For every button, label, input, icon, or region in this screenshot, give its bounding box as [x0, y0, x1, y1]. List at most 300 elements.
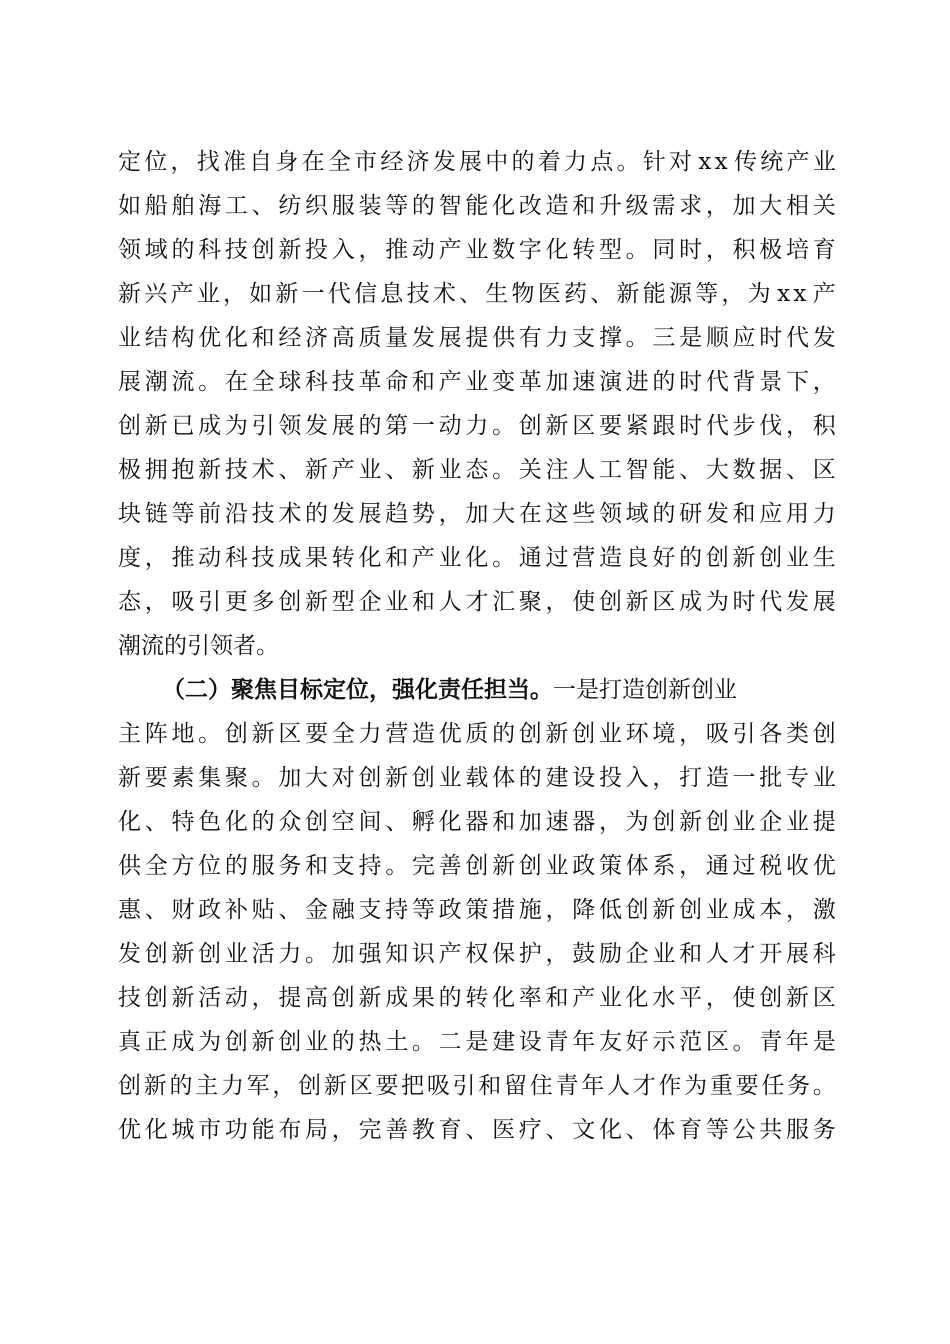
- glyph: 加: [465, 501, 489, 527]
- glyph: 创: [118, 413, 141, 439]
- text-line: [118, 712, 836, 756]
- glyph: 发: [331, 501, 355, 527]
- glyph: 住: [529, 1073, 553, 1099]
- glyph: 成: [679, 589, 703, 615]
- glyph: 质: [358, 325, 382, 351]
- glyph: 高: [305, 985, 329, 1011]
- glyph: 保: [492, 941, 516, 967]
- glyph: 成: [278, 545, 302, 571]
- glyph: 动: [198, 545, 222, 571]
- text-line: [118, 448, 836, 492]
- glyph: 吸: [426, 1073, 450, 1099]
- glyph: 年: [572, 1029, 596, 1055]
- glyph: 疗: [518, 1117, 542, 1143]
- glyph: 是: [465, 1029, 489, 1055]
- glyph: x: [777, 281, 791, 307]
- glyph: 的: [169, 1073, 193, 1099]
- glyph: 业: [305, 1029, 329, 1055]
- glyph: 众: [278, 809, 302, 835]
- glyph: 业: [598, 721, 622, 747]
- glyph: 代: [327, 281, 351, 307]
- glyph: 创: [278, 1029, 302, 1055]
- text-line: [118, 932, 836, 976]
- glyph: 业: [438, 765, 462, 791]
- glyph: 创: [572, 721, 596, 747]
- glyph: 的: [358, 413, 382, 439]
- glyph: 势: [411, 501, 435, 527]
- glyph: 结: [144, 325, 168, 351]
- glyph: 创: [705, 545, 729, 571]
- glyph: 在: [518, 501, 542, 527]
- glyph: 和: [572, 193, 596, 219]
- glyph: 知: [385, 941, 409, 967]
- glyph: 果: [305, 545, 329, 571]
- glyph: 范: [679, 1029, 703, 1055]
- glyph: 态: [465, 457, 489, 483]
- glyph: 字: [518, 237, 542, 263]
- text-line: [118, 360, 836, 404]
- glyph: 中: [485, 149, 509, 175]
- text-line: [118, 844, 836, 888]
- glyph: 良: [625, 545, 649, 571]
- glyph: 应: [732, 325, 756, 351]
- glyph: 人: [606, 1073, 630, 1099]
- glyph: 化: [144, 1117, 168, 1143]
- glyph: 改: [518, 193, 542, 219]
- glyph: 热: [358, 1029, 382, 1055]
- glyph: 果: [411, 985, 435, 1011]
- paragraph-continued: [118, 140, 836, 668]
- glyph: 等: [171, 501, 195, 527]
- glyph: 。: [251, 765, 275, 791]
- glyph: 创: [144, 941, 168, 967]
- glyph: 注: [545, 457, 569, 483]
- glyph: 公: [732, 1117, 756, 1143]
- glyph: 支: [331, 853, 355, 879]
- glyph: 政: [438, 897, 462, 923]
- glyph: 平: [679, 985, 703, 1011]
- glyph: 兴: [144, 281, 168, 307]
- glyph: 潮: [144, 369, 168, 395]
- glyph: 区: [812, 985, 836, 1011]
- glyph: 局: [305, 1117, 329, 1143]
- glyph: 的: [652, 501, 676, 527]
- text-line: [118, 228, 836, 272]
- glyph: 着: [537, 149, 561, 175]
- glyph: 研: [679, 501, 703, 527]
- glyph: 。: [732, 1029, 756, 1055]
- glyph: 创: [411, 765, 435, 791]
- glyph: 为: [198, 1029, 222, 1055]
- glyph: 成: [171, 1029, 195, 1055]
- glyph: x: [793, 281, 807, 307]
- glyph: 优: [438, 721, 462, 747]
- glyph: 措: [492, 897, 516, 923]
- glyph: ，: [251, 985, 275, 1011]
- glyph: 时: [679, 369, 703, 395]
- glyph: 领: [278, 413, 302, 439]
- text-line: [118, 976, 836, 1020]
- glyph: 高: [331, 325, 355, 351]
- glyph: 转: [465, 985, 489, 1011]
- glyph: 的: [492, 721, 516, 747]
- glyph: 设: [518, 1029, 542, 1055]
- glyph: 补: [224, 897, 248, 923]
- glyph: 的: [679, 545, 703, 571]
- glyph: 态: [118, 589, 141, 615]
- glyph: 代: [705, 413, 729, 439]
- glyph: 数: [492, 237, 516, 263]
- glyph: 、: [590, 281, 614, 307]
- glyph: 加: [545, 369, 569, 395]
- glyph: 军: [246, 1073, 270, 1099]
- glyph: ，: [545, 941, 569, 967]
- glyph: 人: [572, 457, 596, 483]
- text-line: [118, 624, 836, 668]
- glyph: 科: [812, 941, 836, 967]
- glyph: 为: [224, 413, 248, 439]
- glyph: 区: [349, 1073, 373, 1099]
- glyph: 一: [301, 281, 325, 307]
- glyph: 能: [642, 281, 666, 307]
- glyph: 业: [598, 985, 622, 1011]
- glyph: 顺: [705, 325, 729, 351]
- glyph: 汇: [492, 589, 516, 615]
- glyph: ，: [812, 369, 836, 395]
- glyph: 。: [198, 369, 222, 395]
- glyph: 是: [812, 1029, 836, 1055]
- glyph: 业: [438, 545, 462, 571]
- glyph: ，: [331, 1117, 355, 1143]
- glyph: 纺: [278, 193, 302, 219]
- glyph: 物: [511, 281, 535, 307]
- glyph: 织: [305, 193, 329, 219]
- glyph: 时: [679, 237, 703, 263]
- glyph: 在: [301, 149, 325, 175]
- glyph: 动: [438, 413, 462, 439]
- glyph: 持: [385, 897, 409, 923]
- glyph: 惠: [118, 897, 141, 923]
- glyph: 能: [251, 1117, 275, 1143]
- glyph: 力: [812, 501, 836, 527]
- glyph: 生: [485, 281, 509, 307]
- glyph: 力: [358, 721, 382, 747]
- glyph: 业: [358, 457, 382, 483]
- glyph: 和: [385, 545, 409, 571]
- glyph: 术: [278, 501, 302, 527]
- glyph: 环: [625, 721, 649, 747]
- glyph: 药: [563, 281, 587, 307]
- glyph: 新: [171, 985, 195, 1011]
- glyph: 。: [625, 325, 649, 351]
- glyph: ，: [721, 281, 745, 307]
- glyph: 前: [198, 501, 222, 527]
- glyph: 速: [545, 809, 569, 835]
- glyph: 准: [222, 149, 246, 175]
- glyph: 。: [492, 545, 516, 571]
- glyph: 创: [224, 1029, 248, 1055]
- glyph: 创: [144, 985, 168, 1011]
- glyph: 点: [590, 149, 614, 175]
- glyph: 创: [679, 897, 703, 923]
- glyph: 、: [785, 457, 809, 483]
- glyph: 载: [465, 765, 489, 791]
- glyph: 用: [785, 501, 809, 527]
- glyph: 为: [747, 281, 771, 307]
- paragraph-section-2: [118, 668, 836, 1152]
- glyph: 金: [305, 897, 329, 923]
- glyph: 通: [705, 853, 729, 879]
- glyph: ，: [272, 1073, 296, 1099]
- glyph: 技: [118, 985, 141, 1011]
- glyph: 教: [411, 1117, 435, 1143]
- glyph: 。: [305, 941, 329, 967]
- glyph: 已: [171, 413, 195, 439]
- glyph: 三: [652, 325, 676, 351]
- glyph: 为: [705, 589, 729, 615]
- glyph: 务: [812, 1117, 836, 1143]
- glyph: 成: [732, 897, 756, 923]
- glyph: 、: [385, 809, 409, 835]
- glyph: 新: [118, 281, 141, 307]
- glyph: 识: [411, 941, 435, 967]
- glyph: 人: [438, 589, 462, 615]
- glyph: 新: [679, 809, 703, 835]
- glyph: 动: [411, 237, 435, 263]
- glyph: 针: [642, 149, 666, 175]
- glyph: 化: [118, 809, 141, 835]
- glyph: 建: [492, 1029, 516, 1055]
- glyph: 业: [545, 853, 569, 879]
- glyph: 率: [518, 985, 542, 1011]
- glyph: 聚: [224, 765, 248, 791]
- section-heading: （二）聚焦目标定位，强化责任担当。: [162, 676, 553, 703]
- glyph: 创: [465, 853, 489, 879]
- glyph: 功: [224, 1117, 248, 1143]
- glyph: 发: [305, 413, 329, 439]
- glyph: 专: [785, 765, 809, 791]
- glyph: 业: [705, 897, 729, 923]
- glyph: 引: [198, 589, 222, 615]
- glyph: 企: [358, 589, 382, 615]
- glyph: 活: [251, 941, 275, 967]
- glyph: 新: [616, 281, 640, 307]
- glyph: 主: [195, 1073, 219, 1099]
- glyph: 域: [144, 237, 168, 263]
- text-line: [118, 536, 836, 580]
- glyph: 自: [249, 149, 273, 175]
- glyph: 、: [144, 897, 168, 923]
- text-line: [118, 140, 836, 184]
- glyph: 创: [705, 809, 729, 835]
- glyph: 应: [759, 501, 783, 527]
- glyph: 务: [278, 853, 302, 879]
- glyph: 使: [732, 985, 756, 1011]
- glyph: 有: [518, 325, 542, 351]
- glyph: x: [698, 149, 712, 175]
- glyph: 的: [438, 985, 462, 1011]
- glyph: 术: [251, 457, 275, 483]
- glyph: 工: [598, 457, 622, 483]
- glyph: 加: [732, 193, 756, 219]
- glyph: 激: [812, 897, 836, 923]
- glyph: 转: [572, 237, 596, 263]
- glyph: 吸: [171, 589, 195, 615]
- glyph: 投: [305, 237, 329, 263]
- glyph: 任: [761, 1073, 785, 1099]
- glyph: 、: [278, 897, 302, 923]
- glyph: 对: [331, 765, 355, 791]
- text-line: [118, 888, 836, 932]
- glyph: ，: [222, 281, 246, 307]
- glyph: 育: [438, 1117, 462, 1143]
- glyph: 展: [118, 369, 141, 395]
- glyph: 培: [785, 237, 809, 263]
- glyph: 抱: [171, 457, 195, 483]
- glyph: 化: [492, 985, 516, 1011]
- glyph: 科: [198, 237, 222, 263]
- glyph: 创: [305, 809, 329, 835]
- glyph: 智: [438, 193, 462, 219]
- glyph: 息: [380, 281, 404, 307]
- glyph: 新: [118, 765, 141, 791]
- glyph: 新: [492, 853, 516, 879]
- glyph: 入: [331, 237, 355, 263]
- glyph: 化: [625, 985, 649, 1011]
- glyph: 拥: [144, 457, 168, 483]
- glyph: 为: [684, 1073, 708, 1099]
- glyph: 加: [518, 809, 542, 835]
- glyph: 通: [518, 545, 542, 571]
- glyph: 创: [759, 545, 783, 571]
- glyph: 数: [732, 457, 756, 483]
- glyph: x: [714, 149, 728, 175]
- glyph: 大: [759, 193, 783, 219]
- glyph: 位: [198, 853, 222, 879]
- glyph: 海: [198, 193, 222, 219]
- glyph: 域: [625, 501, 649, 527]
- glyph: 企: [759, 809, 783, 835]
- glyph: 身: [275, 149, 299, 175]
- glyph: 业: [385, 589, 409, 615]
- glyph: 展: [785, 941, 809, 967]
- glyph: 区: [705, 1029, 729, 1055]
- glyph: 发: [118, 941, 141, 967]
- glyph: 命: [385, 369, 409, 395]
- glyph: 财: [171, 897, 195, 923]
- glyph: 大: [305, 765, 329, 791]
- glyph: 和: [478, 1073, 502, 1099]
- glyph: 极: [118, 457, 141, 483]
- glyph: 降: [572, 897, 596, 923]
- glyph: 的: [518, 765, 542, 791]
- glyph: 主: [118, 721, 141, 747]
- glyph: 的: [171, 237, 195, 263]
- glyph: 集: [198, 765, 222, 791]
- glyph: 。: [616, 149, 640, 175]
- glyph: 展: [331, 413, 355, 439]
- glyph: 时: [732, 589, 756, 615]
- glyph: 生: [812, 545, 836, 571]
- glyph: 新: [305, 589, 329, 615]
- text-line: [118, 1108, 836, 1152]
- glyph: 产: [438, 941, 462, 967]
- text-line: [118, 800, 836, 844]
- glyph: 型: [598, 237, 622, 263]
- glyph: 设: [572, 765, 596, 791]
- glyph: ，: [705, 193, 729, 219]
- glyph: 新: [385, 765, 409, 791]
- glyph: 在: [224, 369, 248, 395]
- glyph: ，: [652, 765, 676, 791]
- glyph: 营: [385, 721, 409, 747]
- glyph: 量: [385, 325, 409, 351]
- glyph: 技: [224, 457, 248, 483]
- glyph: 积: [812, 413, 836, 439]
- glyph: 创: [518, 853, 542, 879]
- glyph: 提: [465, 325, 489, 351]
- glyph: 这: [545, 501, 569, 527]
- glyph: 营: [572, 545, 596, 571]
- glyph: 区: [812, 457, 836, 483]
- glyph: 技: [251, 501, 275, 527]
- glyph: 技: [406, 281, 430, 307]
- glyph: 找: [196, 149, 220, 175]
- glyph: ，: [785, 413, 809, 439]
- glyph: 市: [354, 149, 378, 175]
- glyph: ，: [679, 853, 703, 879]
- glyph: 背: [732, 369, 756, 395]
- glyph: 技: [251, 545, 275, 571]
- glyph: 业: [785, 545, 809, 571]
- glyph: 色: [198, 809, 222, 835]
- glyph: 时: [759, 325, 783, 351]
- glyph: 强: [358, 941, 382, 967]
- glyph: 素: [171, 765, 195, 791]
- glyph: 传: [734, 149, 758, 175]
- glyph: 一: [732, 765, 756, 791]
- glyph: 真: [118, 1029, 141, 1055]
- glyph: 、: [459, 281, 483, 307]
- glyph: 产: [438, 369, 462, 395]
- glyph: 极: [759, 237, 783, 263]
- glyph: 能: [465, 193, 489, 219]
- text-line: [118, 580, 836, 624]
- glyph: 产: [331, 457, 355, 483]
- text-line: [118, 272, 836, 316]
- glyph: 间: [358, 809, 382, 835]
- glyph: 信: [354, 281, 378, 307]
- glyph: 成: [385, 985, 409, 1011]
- glyph: 变: [492, 369, 516, 395]
- glyph: 术: [432, 281, 456, 307]
- glyph: 创: [812, 721, 836, 747]
- glyph: 关: [812, 193, 836, 219]
- glyph: 大: [492, 501, 516, 527]
- glyph: ，: [545, 897, 569, 923]
- glyph: 质: [465, 721, 489, 747]
- glyph: 业: [465, 237, 489, 263]
- glyph: 新: [652, 897, 676, 923]
- glyph: 励: [598, 941, 622, 967]
- glyph: 创: [278, 589, 302, 615]
- glyph: 投: [598, 765, 622, 791]
- glyph: 护: [518, 941, 542, 967]
- glyph: 新: [171, 941, 195, 967]
- glyph: 力: [563, 149, 587, 175]
- glyph: 化: [358, 545, 382, 571]
- glyph: 全: [144, 853, 168, 879]
